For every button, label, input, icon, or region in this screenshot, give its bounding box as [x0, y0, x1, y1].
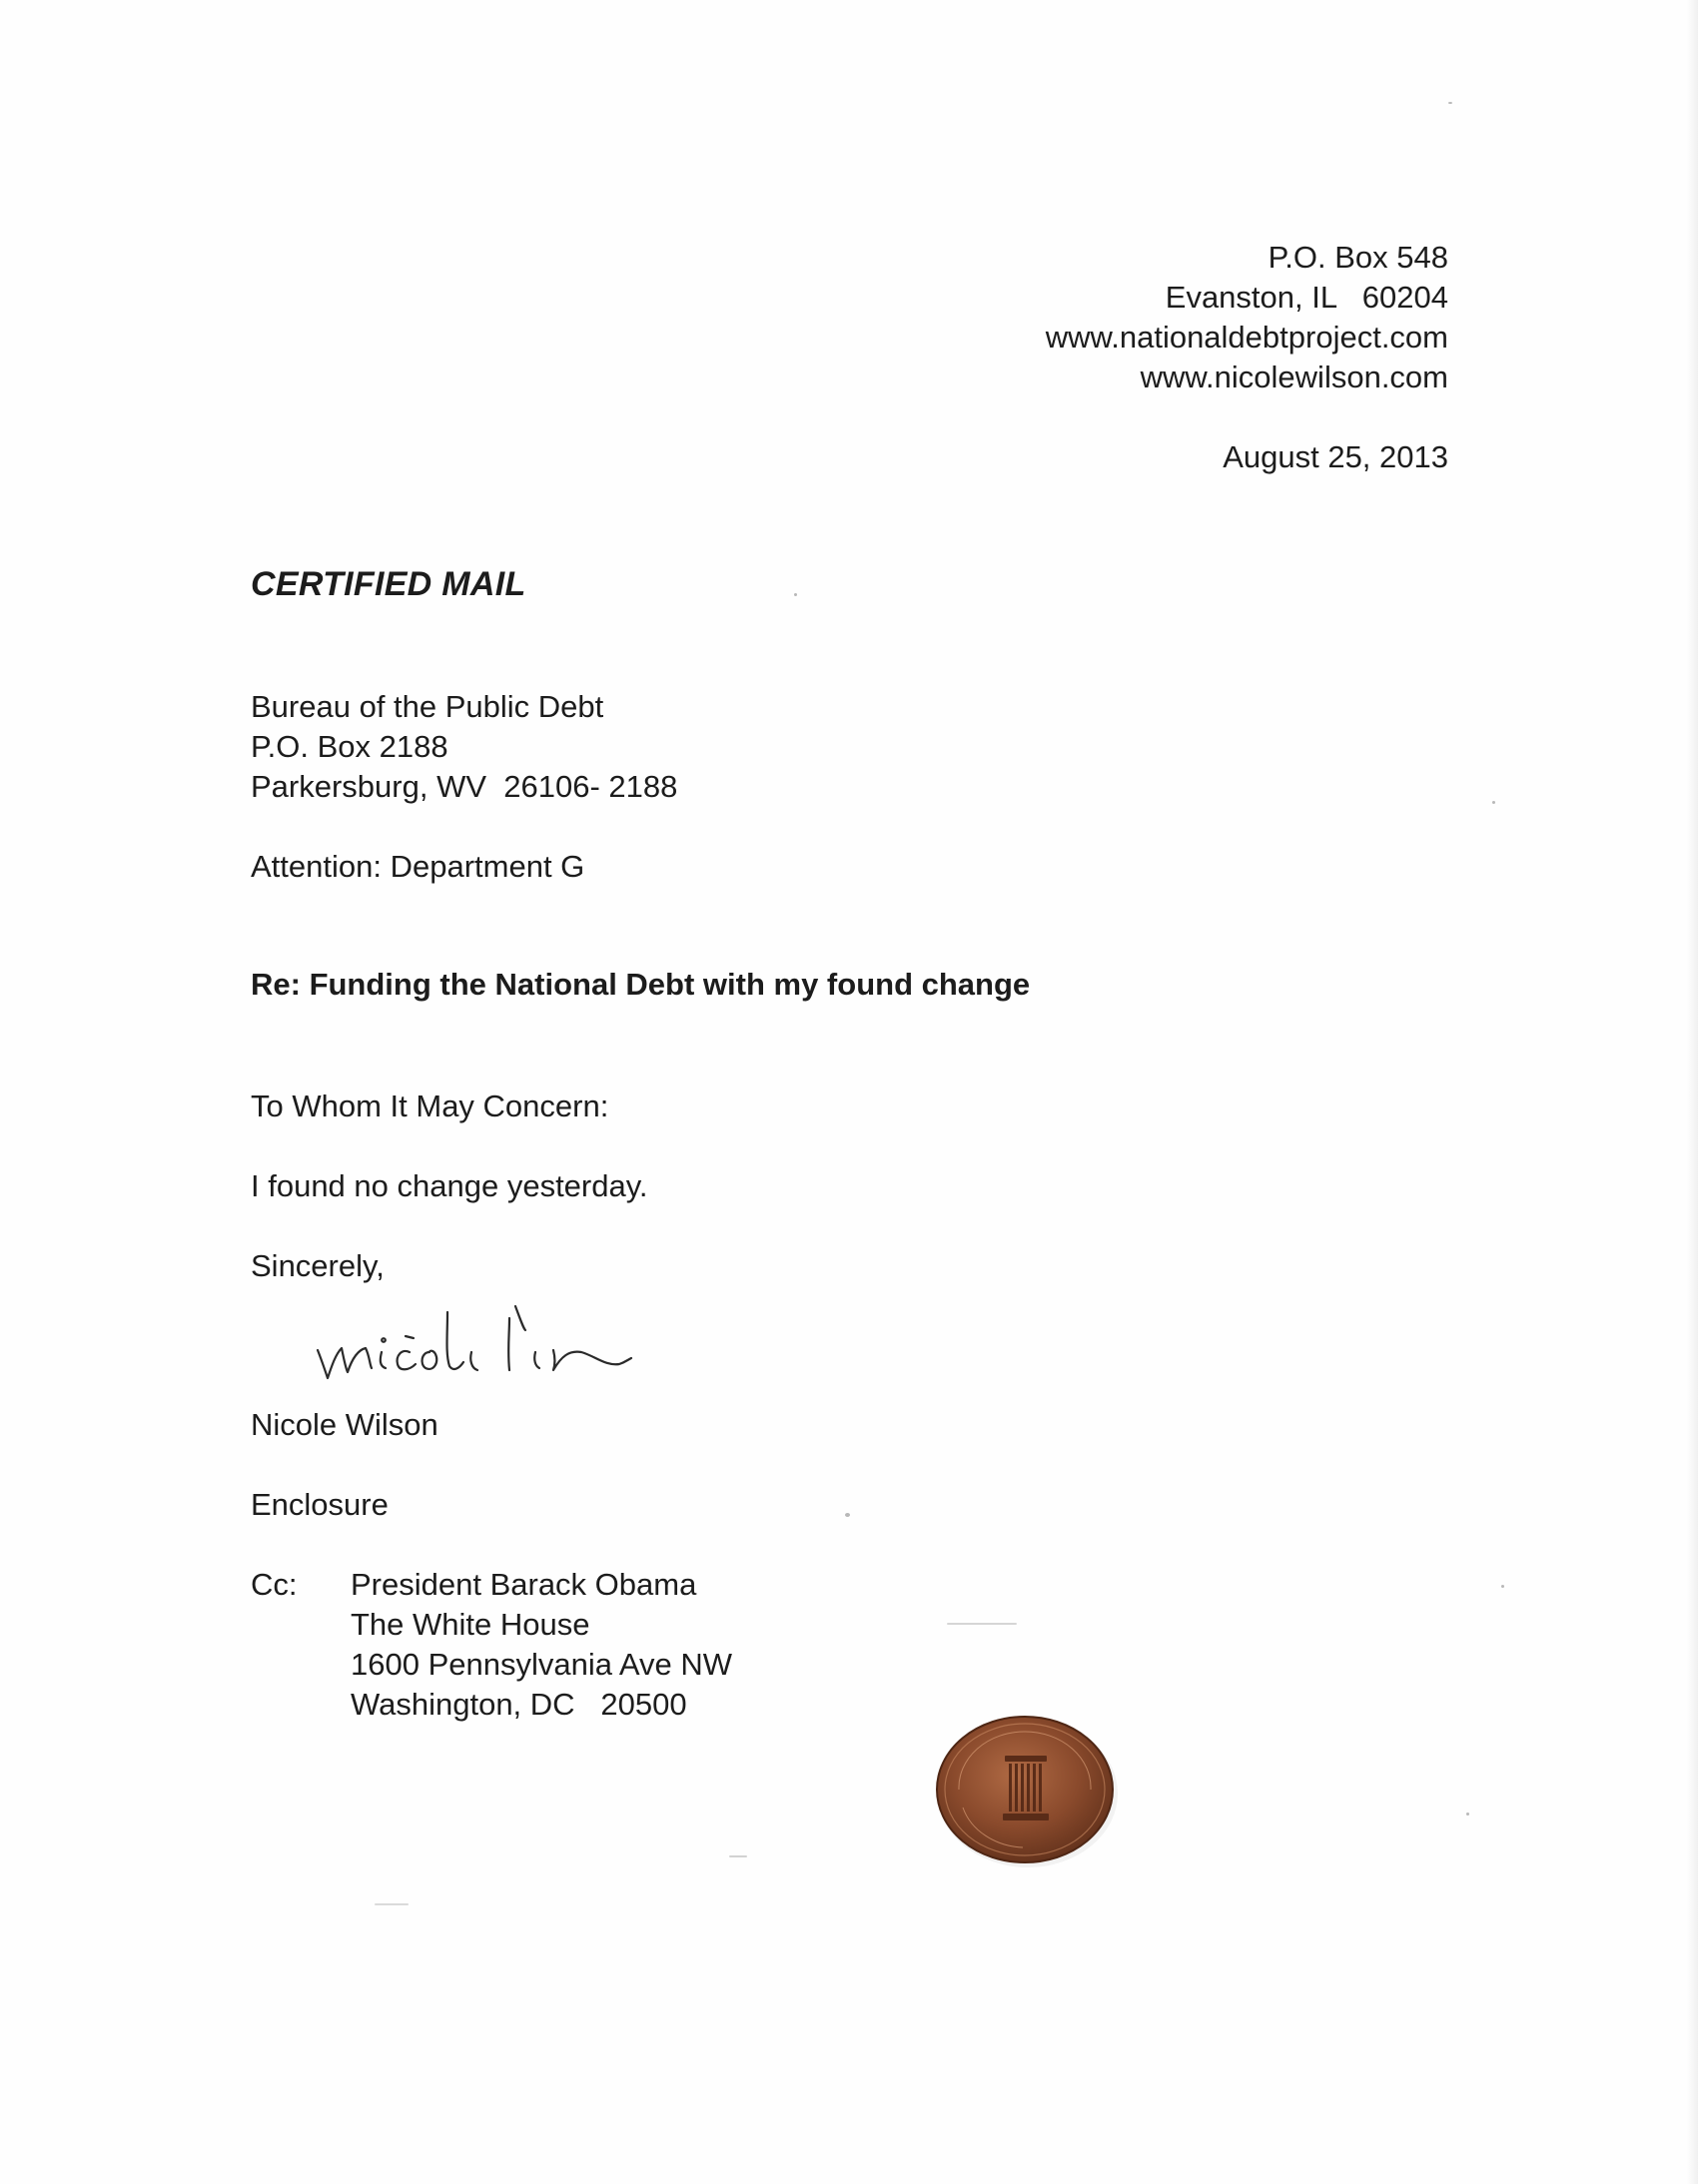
scan-speck — [1466, 1813, 1469, 1816]
return-address-line: www.nationaldebtproject.com — [1045, 320, 1448, 355]
return-address — [1046, 238, 1448, 397]
letter-date: August 25, 2013 — [1223, 439, 1448, 474]
recipient-line: Parkersburg, WV 26106- 2188 — [251, 769, 678, 804]
cc-address — [351, 1565, 732, 1725]
scan-speck — [1492, 801, 1495, 804]
return-address-line: P.O. Box 548 — [1268, 240, 1448, 275]
signer-name: Nicole Wilson — [251, 1407, 438, 1442]
enclosure-note: Enclosure — [251, 1487, 389, 1522]
recipient-line: P.O. Box 2188 — [251, 729, 448, 764]
scan-speck — [1448, 102, 1452, 104]
scan-speck — [729, 1855, 747, 1857]
scan-speck — [375, 1903, 409, 1905]
recipient-address — [251, 687, 677, 807]
delivery-method: CERTIFIED MAIL — [251, 565, 526, 603]
scan-edge — [1686, 0, 1698, 2184]
attention-line: Attention: Department G — [251, 849, 585, 884]
letter-body: I found no change yesterday. — [251, 1168, 648, 1203]
return-address-line: Evanston, IL 60204 — [1165, 280, 1448, 315]
return-address-line: www.nicolewilson.com — [1140, 360, 1448, 394]
cc-line: The White House — [351, 1607, 590, 1642]
penny-coin-icon — [929, 1710, 1123, 1869]
scan-speck — [947, 1623, 1017, 1625]
scan-speck — [845, 1513, 850, 1517]
recipient-line: Bureau of the Public Debt — [251, 689, 604, 724]
scan-speck — [794, 593, 797, 596]
cc-line: Washington, DC 20500 — [351, 1687, 687, 1722]
salutation: To Whom It May Concern: — [251, 1089, 609, 1123]
cc-line: 1600 Pennsylvania Ave NW — [351, 1647, 732, 1682]
signature-icon — [310, 1298, 679, 1388]
cc-line: President Barack Obama — [351, 1567, 697, 1602]
subject-line: Re: Funding the National Debt with my found change — [251, 967, 1031, 1002]
closing: Sincerely, — [251, 1248, 385, 1283]
scan-speck — [1501, 1585, 1504, 1588]
cc-label: Cc: — [251, 1567, 298, 1602]
